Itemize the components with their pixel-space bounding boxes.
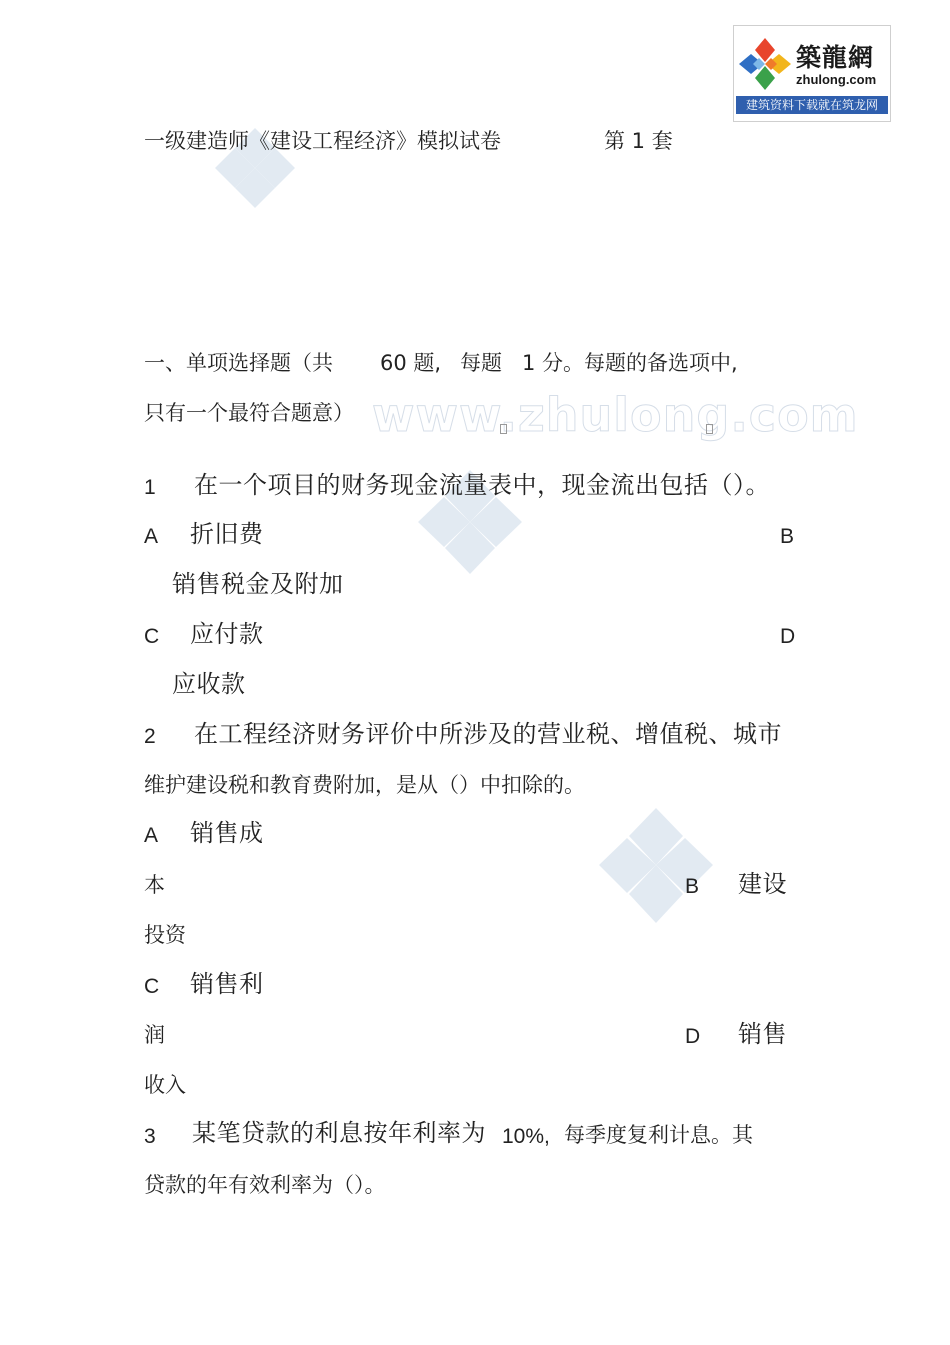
option-letter: A xyxy=(144,525,159,548)
section-heading-part3: 每题 xyxy=(460,351,502,375)
option-text: 应付款 xyxy=(190,620,264,648)
question-text-part1: 某笔贷款的利息按年利率为 xyxy=(192,1119,486,1147)
question-text-line2: 维护建设税和教育费附加，是从（）中扣除的。 xyxy=(144,773,585,797)
logo-chinese-name: 築龍網 xyxy=(796,43,875,72)
watermark-text: www.zhulong.com xyxy=(372,388,859,442)
option-letter: D xyxy=(685,1025,701,1048)
section-heading-part4: 1 分。每题的备选项中, xyxy=(522,351,738,375)
option-letter: B xyxy=(685,875,700,898)
section-heading-part1: 一、单项选择题（共 xyxy=(144,351,333,375)
option-text: 销售利 xyxy=(190,970,264,998)
question-text-line2: 贷款的年有效利率为（）。 xyxy=(144,1173,386,1197)
option-text: 建设 xyxy=(738,870,787,898)
zhulong-logo xyxy=(733,25,891,122)
question-text: 在一个项目的财务现金流量表中，现金流出包括（）。 xyxy=(194,471,770,499)
question-text-line1: 在工程经济财务评价中所涉及的营业税、增值税、城市 xyxy=(194,720,782,748)
watermark-flower-icon xyxy=(597,808,715,923)
logo-slogan: 建筑资料下载就在筑龙网 xyxy=(736,96,888,114)
question-number: 3 xyxy=(144,1125,156,1148)
option-text-wrap: 投资 xyxy=(144,923,186,947)
option-letter: D xyxy=(780,625,796,648)
option-letter: C xyxy=(144,625,160,648)
option-text-wrap: 本 xyxy=(144,873,165,897)
question-number: 2 xyxy=(144,725,156,748)
broken-glyph-icon xyxy=(500,424,507,434)
logo-domain: zhulong.com xyxy=(796,72,877,87)
section-heading-line2: 只有一个最符合题意） xyxy=(144,401,354,425)
broken-glyph-icon xyxy=(706,424,713,434)
option-letter: C xyxy=(144,975,160,998)
question-text-part2: 10%, xyxy=(502,1125,550,1148)
option-text-wrap: 润 xyxy=(144,1023,165,1047)
option-text: 销售税金及附加 xyxy=(172,570,344,598)
section-heading-part2: 60 题, xyxy=(380,351,442,375)
question-text-part3: 每季度复利计息。其 xyxy=(564,1123,753,1147)
option-letter: A xyxy=(144,824,159,847)
question-number: 1 xyxy=(144,476,156,499)
option-text: 应收款 xyxy=(172,670,246,698)
exam-title: 一级建造师《建设工程经济》模拟试卷 xyxy=(144,129,501,153)
exam-set-number: 第 1 套 xyxy=(604,129,673,153)
zhulong-flower-icon xyxy=(737,36,793,92)
option-text-wrap: 收入 xyxy=(144,1073,186,1097)
option-text: 折旧费 xyxy=(190,520,264,548)
option-text: 销售成 xyxy=(190,819,264,847)
option-text: 销售 xyxy=(738,1020,787,1048)
option-letter: B xyxy=(780,525,795,548)
